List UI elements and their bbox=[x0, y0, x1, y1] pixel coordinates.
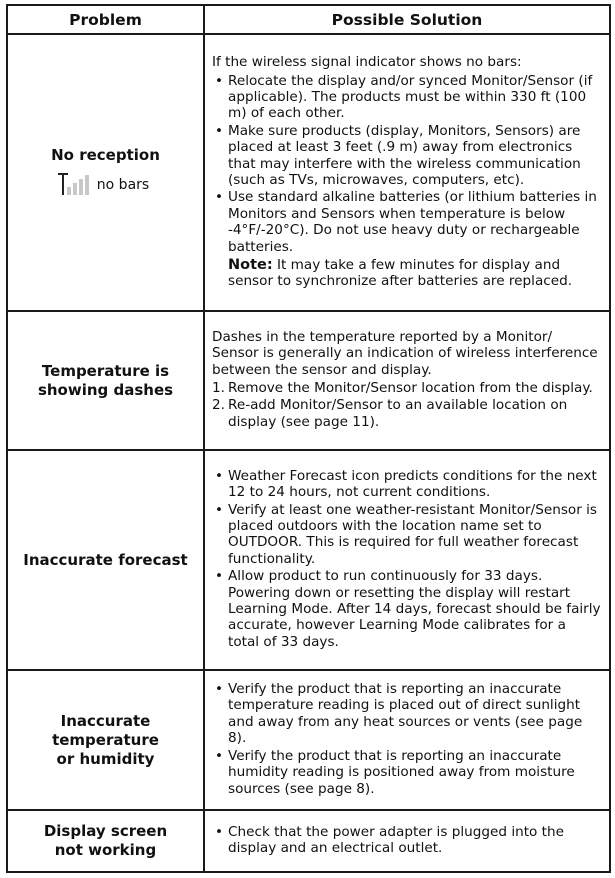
problem-title-line2: or humidity bbox=[56, 749, 155, 768]
signal-bars-icon bbox=[62, 173, 89, 195]
solution-list bbox=[212, 824, 601, 857]
header-row bbox=[7, 5, 610, 34]
row-temperature-dashes bbox=[7, 311, 610, 450]
solution-bullet: • Verify the product that is reporting an inaccurate temperature reading is placed out of direct sunlight and away from any heat sources or vents (see page 8). bbox=[212, 681, 601, 747]
problem-cell bbox=[7, 450, 204, 670]
row-inaccurate-temperature bbox=[7, 670, 610, 810]
solution-list bbox=[212, 681, 601, 797]
solution-list bbox=[212, 468, 601, 650]
solution-cell bbox=[204, 810, 610, 872]
note bbox=[212, 257, 601, 290]
step-text: Remove the Monitor/Sensor location from the display. bbox=[228, 380, 593, 396]
solution-steps bbox=[212, 380, 601, 430]
step-text: Re-add Monitor/Sensor to an available location on display (see page 11). bbox=[228, 397, 568, 430]
solution-bullet: • Make sure products (display, Monitors, Sensors) are placed at least 3 feet (.9 m) away from electronics that may interfere with the wireless communication (such as TVs, microwaves, computers, etc). bbox=[212, 123, 601, 189]
solution-bullet: • Relocate the display and/or synced Monitor/Sensor (if applicable). The products must be within 330 ft (100 m) of each other. bbox=[212, 73, 601, 122]
row-no-reception bbox=[7, 34, 610, 311]
solution-bullet: • Use standard alkaline batteries (or lithium batteries in Monitors and Sensors when temperature is below -4°F/-20°C). Do not use heavy duty or rechargeable batteries. bbox=[212, 189, 601, 255]
signal-indicator bbox=[62, 173, 149, 195]
problem-title-line1: Display screen bbox=[43, 822, 168, 840]
solution-bullet: • Allow product to run continuously for 33 days. Powering down or resetting the display will restart Learning Mode. After 14 days, forecast should be fairly accurate, however Learning Mode calibrates for a total of 33 days. bbox=[212, 568, 601, 650]
solution-cell bbox=[204, 311, 610, 450]
solution-bullet: • Weather Forecast icon predicts conditions for the next 12 to 24 hours, not current conditions. bbox=[212, 468, 601, 501]
header-problem: Problem bbox=[7, 5, 204, 34]
problem-title-line1: Inaccurate temperature bbox=[52, 711, 159, 749]
no-bars-label: no bars bbox=[96, 176, 150, 193]
solution-step bbox=[212, 380, 601, 396]
row-display-screen bbox=[7, 810, 610, 872]
problem-title: Inaccurate forecast bbox=[23, 550, 188, 569]
header-solution: Possible Solution bbox=[204, 5, 610, 34]
solution-list bbox=[212, 73, 601, 255]
problem-title-line1: Temperature is bbox=[41, 361, 170, 380]
problem-cell bbox=[7, 670, 204, 810]
solution-cell bbox=[204, 34, 610, 311]
solution-cell bbox=[204, 450, 610, 670]
solution-cell bbox=[204, 670, 610, 810]
problem-cell bbox=[7, 311, 204, 450]
solution-intro: Dashes in the temperature reported by a Monitor/ Sensor is generally an indication of wireless interference between the sensor and display. bbox=[212, 328, 598, 378]
note-text: It may take a few minutes for display and sensor to synchronize after batteries are replaced. bbox=[228, 257, 573, 290]
step-number: 1. bbox=[212, 380, 225, 396]
step-number: 2. bbox=[212, 397, 225, 414]
note-label: Note: bbox=[228, 257, 273, 274]
problem-cell bbox=[7, 34, 204, 311]
problem-title: No reception bbox=[51, 145, 160, 164]
problem-cell bbox=[7, 810, 204, 872]
solution-bullet: • Verify at least one weather-resistant Monitor/Sensor is placed outdoors with the location name set to OUTDOOR. This is required for full weather forecast functionality. bbox=[212, 502, 601, 568]
troubleshooting-table bbox=[6, 4, 611, 873]
row-inaccurate-forecast bbox=[7, 450, 610, 670]
solution-bullet: • Check that the power adapter is plugged into the display and an electrical outlet. bbox=[212, 824, 601, 857]
solution-bullet: • Verify the product that is reporting an inaccurate humidity reading is positioned away from moisture sources (see page 8). bbox=[212, 748, 601, 797]
problem-title-line2: not working bbox=[54, 841, 157, 859]
solution-intro: If the wireless signal indicator shows no bars: bbox=[212, 54, 522, 71]
solution-step bbox=[212, 397, 601, 430]
problem-title-line2: showing dashes bbox=[37, 380, 174, 399]
